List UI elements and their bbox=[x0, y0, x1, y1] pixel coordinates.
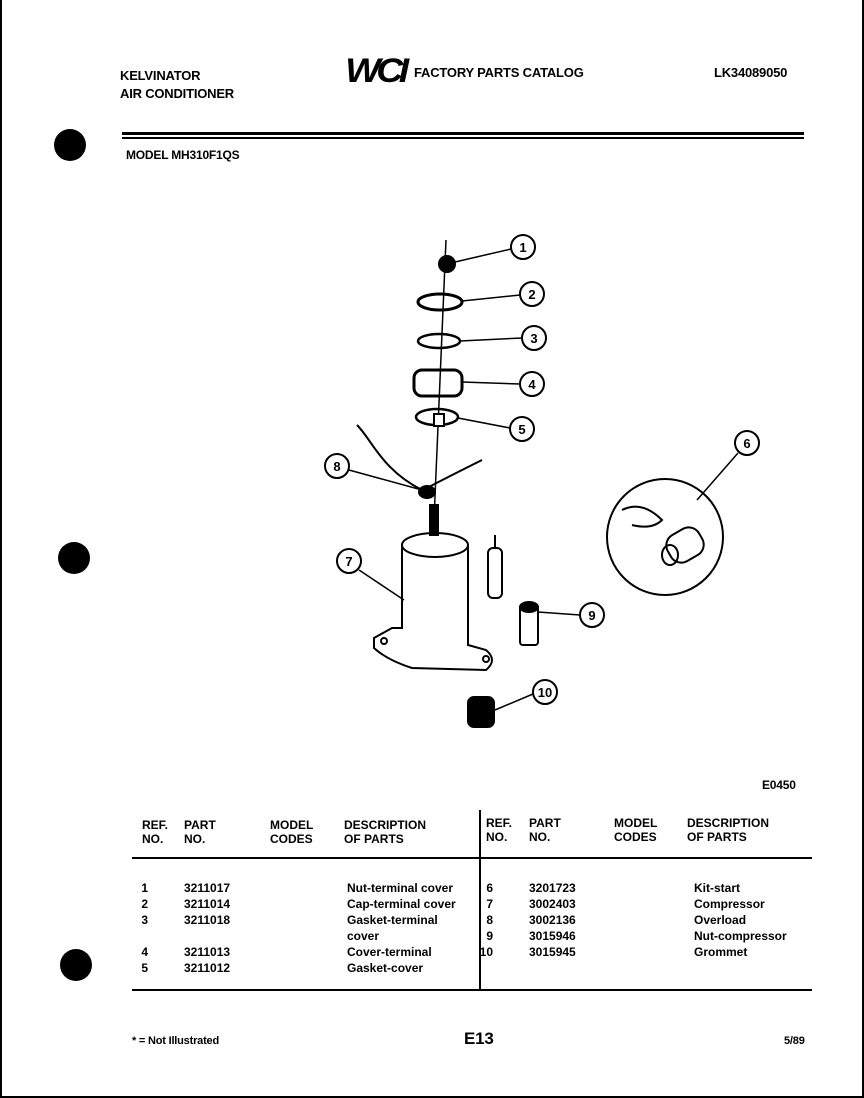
header-model: MODEL CODES bbox=[270, 818, 314, 846]
header-desc: DESCRIPTION OF PARTS bbox=[344, 818, 427, 846]
kit-start-detail bbox=[607, 479, 723, 595]
callout-number: 9 bbox=[588, 608, 596, 623]
cell-part: 3211012 bbox=[184, 961, 231, 975]
callout-number: 1 bbox=[519, 240, 527, 255]
product-type: AIR CONDITIONER bbox=[120, 86, 235, 101]
nut-terminal-cover bbox=[439, 256, 455, 272]
cell-desc: Gasket-terminal bbox=[347, 913, 438, 927]
grommet bbox=[468, 697, 494, 727]
header-ref: REF. NO. bbox=[142, 818, 169, 846]
cell-desc: Cap-terminal cover bbox=[347, 897, 456, 911]
cell-ref: 10 bbox=[479, 945, 493, 959]
header-part: PART NO. bbox=[184, 818, 216, 846]
header-part: PART NO. bbox=[529, 816, 561, 844]
cell-ref: 4 bbox=[141, 945, 148, 959]
callout-number: 8 bbox=[333, 459, 341, 474]
callout-5 bbox=[510, 417, 534, 441]
callout-4 bbox=[520, 372, 544, 396]
cell-ref: 3 bbox=[141, 913, 148, 927]
table-bottom-rule bbox=[132, 989, 812, 991]
callout-3 bbox=[522, 326, 546, 350]
cell-part: 3015946 bbox=[529, 929, 576, 943]
cell-ref: 1 bbox=[141, 881, 148, 895]
cell-part: 3211014 bbox=[184, 897, 231, 911]
kit-start-clip bbox=[622, 507, 662, 527]
overload bbox=[419, 486, 435, 498]
cell-part: 3002136 bbox=[529, 913, 576, 927]
page-number: E13 bbox=[464, 1029, 494, 1048]
footnote: * = Not Illustrated bbox=[132, 1035, 219, 1047]
callout-6 bbox=[735, 431, 759, 455]
cell-part: 3211018 bbox=[184, 913, 231, 927]
catalog-title: FACTORY PARTS CATALOG bbox=[414, 65, 584, 80]
callout-1 bbox=[511, 235, 535, 259]
cell-ref: 2 bbox=[141, 897, 148, 911]
callout-number: 5 bbox=[518, 422, 526, 437]
callout-number: 4 bbox=[528, 377, 536, 392]
callout-10 bbox=[533, 680, 557, 704]
callout-8 bbox=[325, 454, 349, 478]
cap-terminal-cover bbox=[418, 294, 462, 310]
wci-logo: WCI bbox=[345, 52, 405, 90]
header-model: MODEL CODES bbox=[614, 816, 658, 844]
cell-ref: 8 bbox=[486, 913, 493, 927]
cell-ref: 6 bbox=[486, 881, 493, 895]
cell-part: 3201723 bbox=[529, 881, 576, 895]
callout-number: 10 bbox=[537, 685, 553, 700]
overload-wire bbox=[357, 425, 422, 490]
revision-date: 5/89 bbox=[784, 1035, 805, 1047]
cell-part: 3015945 bbox=[529, 945, 576, 959]
cell-desc: Gasket-cover bbox=[347, 961, 424, 975]
diagram-code: E0450 bbox=[762, 778, 796, 792]
cell-desc: Grommet bbox=[694, 945, 748, 959]
cell-desc: Nut-compressor bbox=[694, 929, 787, 943]
callout-number: 3 bbox=[530, 331, 538, 346]
model-number: MODEL MH310F1QS bbox=[126, 148, 240, 162]
punch-hole bbox=[60, 949, 92, 981]
cell-ref: 5 bbox=[141, 961, 148, 975]
cell-desc: Compressor bbox=[694, 897, 765, 911]
cell-ref: 9 bbox=[486, 929, 493, 943]
exploded-parts-diagram bbox=[2, 0, 864, 800]
callout-7 bbox=[337, 549, 361, 573]
cell-part: 3211017 bbox=[184, 881, 231, 895]
cover-terminal bbox=[414, 370, 462, 396]
callout-number: 6 bbox=[743, 436, 751, 451]
table-header-rule bbox=[132, 857, 812, 859]
header-desc: DESCRIPTION OF PARTS bbox=[687, 816, 770, 844]
cell-desc2: cover bbox=[347, 929, 380, 943]
callout-number: 2 bbox=[528, 287, 536, 302]
catalog-number: LK34089050 bbox=[714, 65, 788, 80]
cell-desc: Kit-start bbox=[694, 881, 741, 895]
cell-desc: Cover-terminal bbox=[347, 945, 432, 959]
callout-2 bbox=[520, 282, 544, 306]
cell-part: 3002403 bbox=[529, 897, 576, 911]
cell-ref: 7 bbox=[486, 897, 493, 911]
header-ref: REF. NO. bbox=[486, 816, 513, 844]
gasket-terminal-cover bbox=[418, 334, 460, 348]
brand-name: KELVINATOR bbox=[120, 68, 201, 83]
cell-desc: Overload bbox=[694, 913, 747, 927]
cell-desc: Nut-terminal cover bbox=[347, 881, 454, 895]
callout-number: 7 bbox=[345, 554, 353, 569]
cell-part: 3211013 bbox=[184, 945, 231, 959]
callout-9 bbox=[580, 603, 604, 627]
